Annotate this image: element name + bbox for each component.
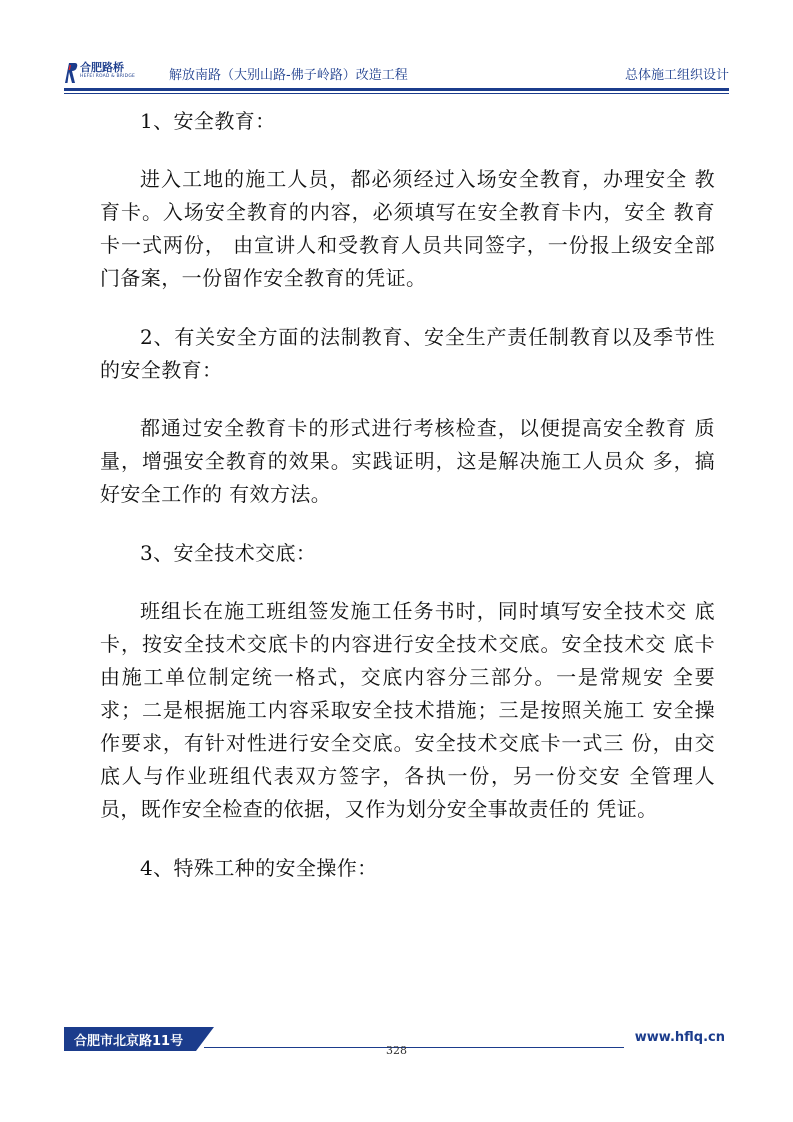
page-header — [64, 58, 729, 90]
section-heading: 4、特殊工种的安全操作： — [140, 856, 378, 880]
footer-website: www.hflq.cn — [634, 1030, 725, 1045]
project-title: 解放南路（大别山路-佛子岭路）改造工程 — [169, 68, 408, 83]
logo-mark-icon — [64, 62, 78, 84]
document-title: 总体施工组织设计 — [624, 68, 729, 83]
section-heading: 2、有关安全方面的法制教育、安全生产责任制教育以及季节性的安全教育： — [100, 325, 715, 382]
body-paragraph: 班组长在施工班组签发施工任务书时，同时填写安全技术交 底卡，按安全技术交底卡的内容进行安全技术交底。安全技术交 底卡由施工单位制定统一格式，交底内容分三部分。一是常规安 全要求；二是根据施工内容采取安全技术措施；三是按照关施工 安全操作要求，有针对性进行安全交底。安全技术交底卡一式三 份，由交底人与作业班组代表双方签字，各执一份，另一份交安 全管理人员，既作安全检查的依据，又作为划分安全事故责任的 凭证。 — [100, 599, 715, 821]
document-body — [100, 105, 715, 910]
footer-address: 合肥市北京路11号 — [74, 1034, 184, 1049]
section-heading: 1、安全教育： — [140, 109, 276, 133]
body-paragraph: 都通过安全教育卡的形式进行考核检查，以便提高安全教育 质量，增强安全教育的效果。实践证明，这是解决施工人员众 多，搞好安全工作的 有效方法。 — [100, 416, 715, 506]
logo-english-name: HEFEI ROAD & BRIDGE — [80, 74, 136, 79]
header-divider — [64, 88, 729, 91]
header-divider-thin — [64, 93, 729, 94]
logo-chinese-name: 合肥路桥 — [80, 61, 124, 74]
body-paragraph: 进入工地的施工人员，都必须经过入场安全教育，办理安全 教育卡。入场安全教育的内容，必须填写在安全教育卡内，安全 教育卡一式两份， 由宣讲人和受教育人员共同签字，一份报上级安全部门备案，一份留作安全教育的凭证。 — [100, 167, 715, 290]
section-heading: 3、安全技术交底： — [140, 541, 317, 565]
page-number: 328 — [386, 1044, 407, 1057]
company-logo — [64, 61, 136, 84]
